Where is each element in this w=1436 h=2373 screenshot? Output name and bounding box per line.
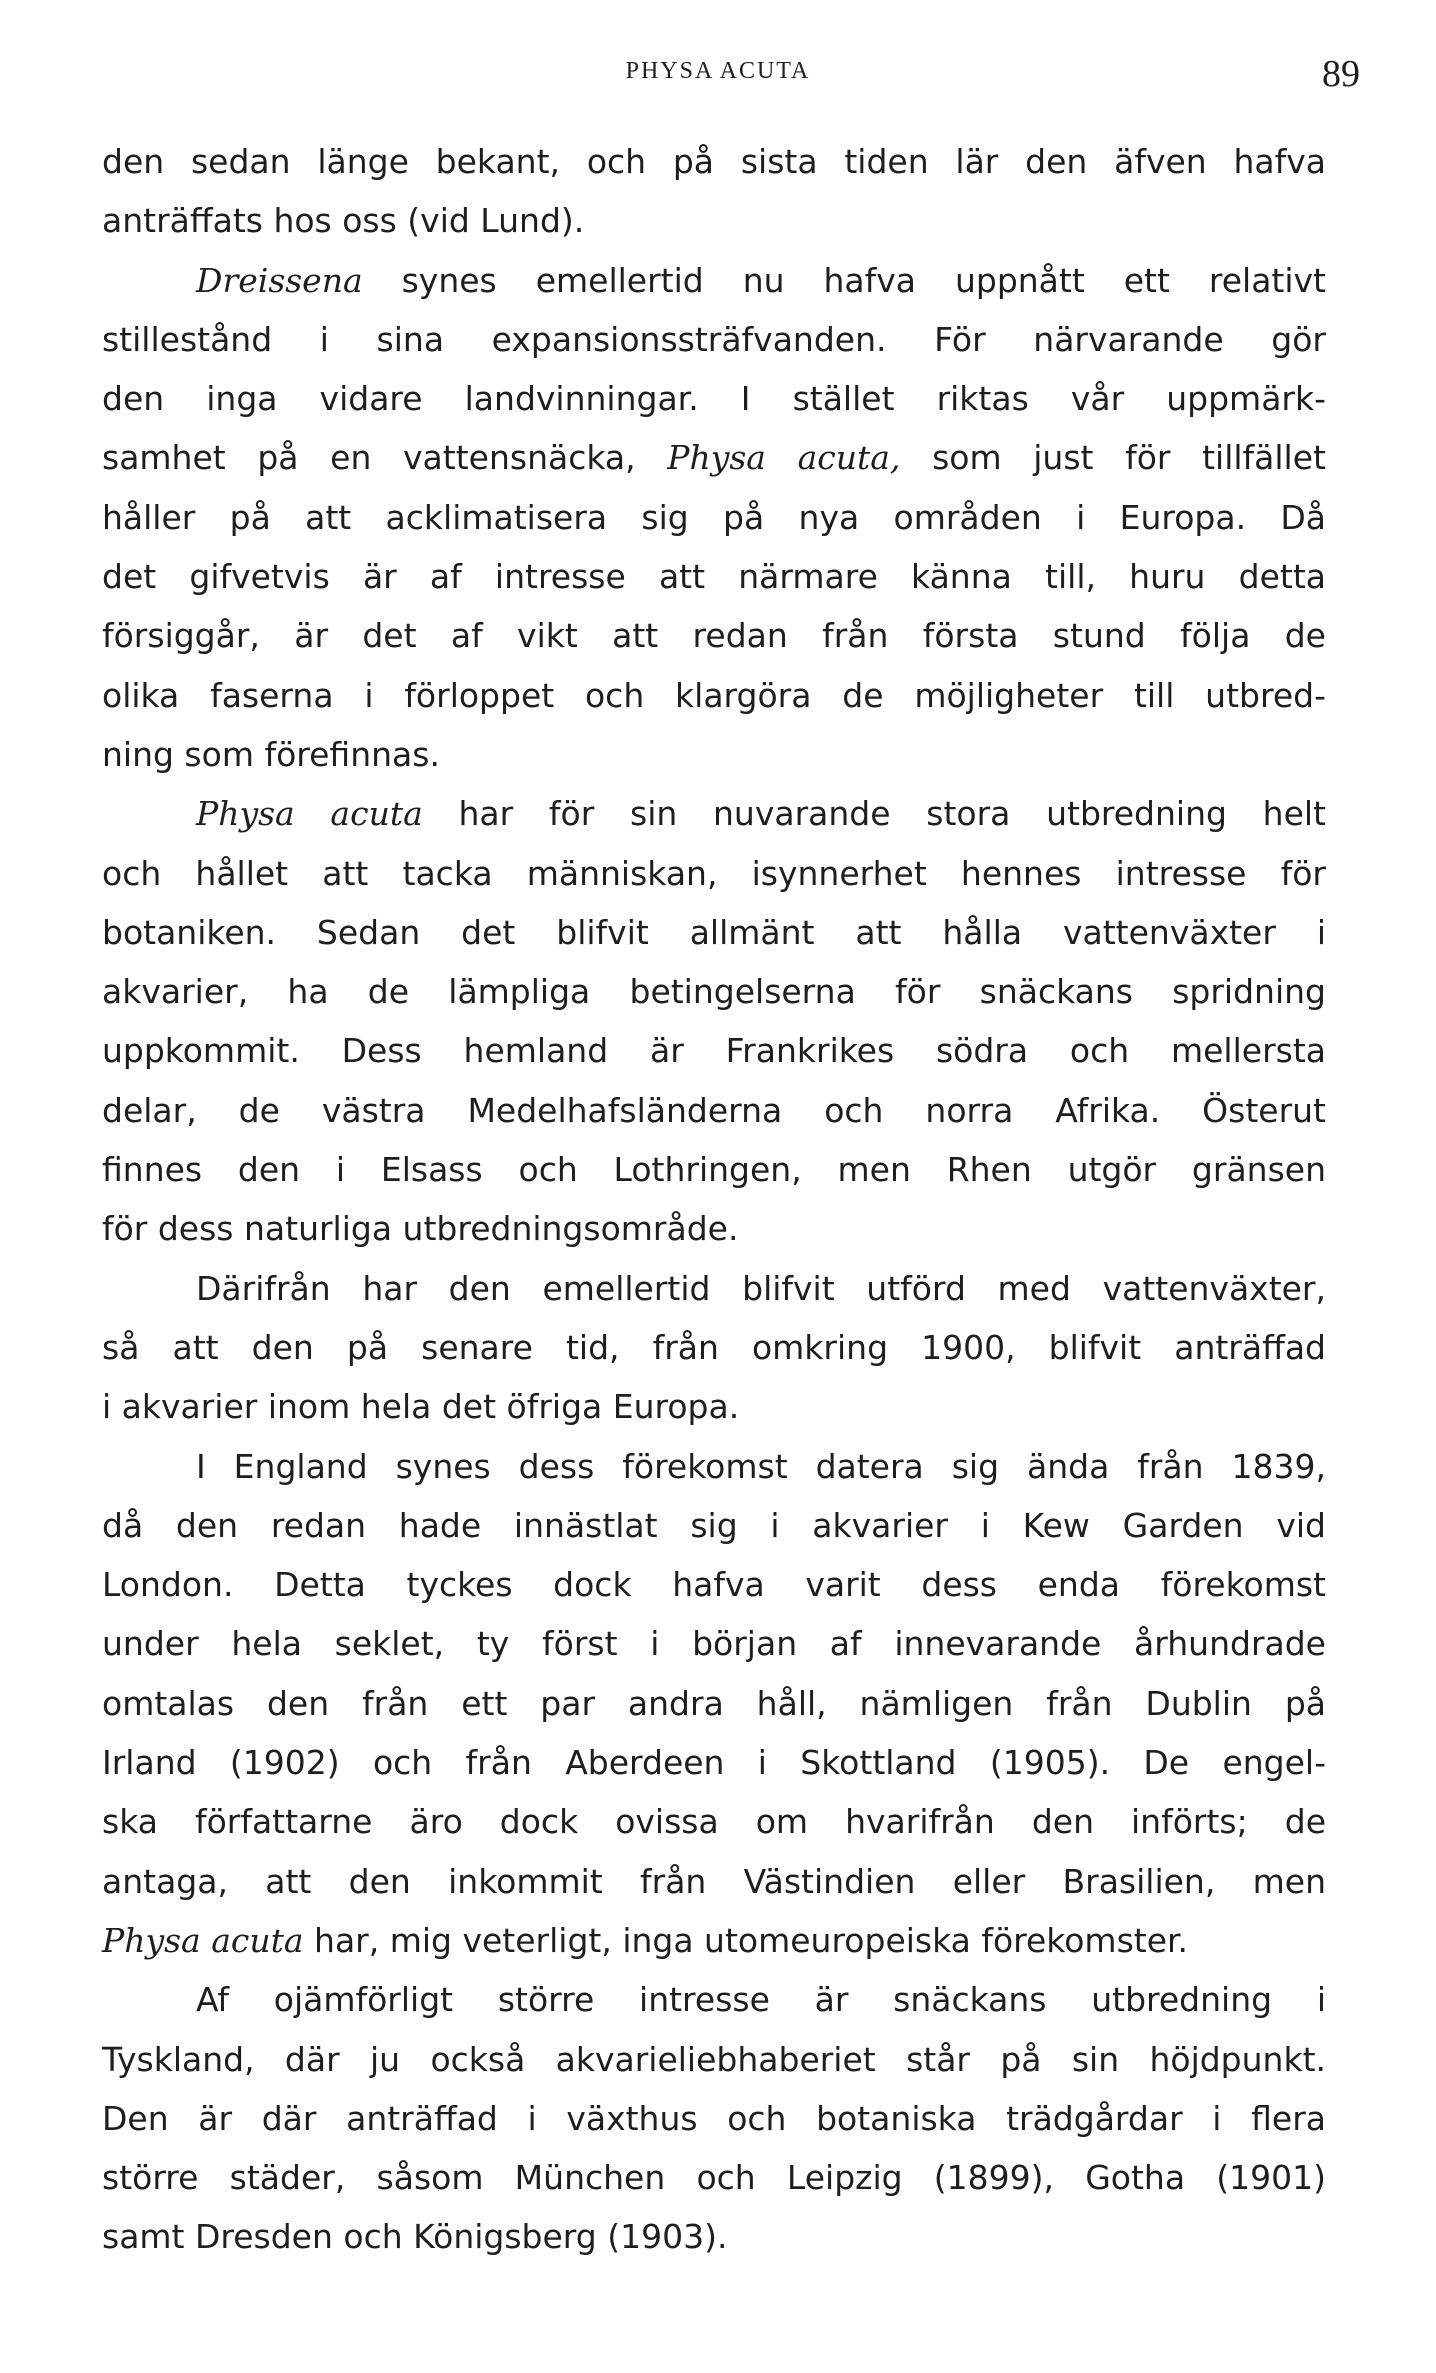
text-run: akvarier, ha de lämpliga betingelserna för snäckans spridning bbox=[102, 972, 1326, 1012]
text-run: den inga vidare landvinningar. I stället riktas vår uppmärk- bbox=[102, 379, 1326, 419]
running-head-title: PHYSA ACUTA bbox=[625, 58, 811, 84]
body-text bbox=[102, 132, 1326, 2267]
text-line bbox=[102, 1674, 1326, 1733]
text-run: större städer, såsom München och Leipzig (1899), Gotha (1901) bbox=[102, 2158, 1326, 2198]
italic-species-name: Physa acuta bbox=[196, 794, 423, 834]
text-run: håller på att acklimatisera sig på nya områden i Europa. Då bbox=[102, 497, 1326, 537]
text-line bbox=[102, 132, 1326, 191]
text-line bbox=[102, 2089, 1326, 2148]
text-run: Därifrån har den emellertid blifvit utförd med vattenväxter, bbox=[196, 1268, 1326, 1308]
text-run: försiggår, är det af vikt att redan från första stund följa de bbox=[102, 616, 1326, 656]
text-run: olika faserna i förloppet och klargöra de möjligheter till utbred- bbox=[102, 675, 1326, 715]
text-line bbox=[102, 2030, 1326, 2089]
text-line bbox=[102, 725, 1326, 784]
text-run: Irland (1902) och från Aberdeen i Skottland (1905). De engel- bbox=[102, 1743, 1326, 1783]
text-line bbox=[102, 844, 1326, 903]
text-run: i akvarier inom hela det öfriga Europa. bbox=[102, 1387, 740, 1427]
text-run: som just för tillfället bbox=[900, 438, 1326, 478]
text-run: samhet på en vattensnäcka, bbox=[102, 438, 668, 478]
text-line bbox=[102, 1792, 1326, 1851]
text-line bbox=[102, 1259, 1326, 1318]
italic-species-name: Physa acuta, bbox=[667, 438, 901, 478]
text-line bbox=[102, 547, 1326, 606]
text-run: har för sin nuvarande stora utbredning helt bbox=[422, 794, 1326, 834]
text-run: delar, de västra Medelhafsländerna och norra Afrika. Österut bbox=[102, 1090, 1326, 1130]
text-run: Den är där anträffad i växthus och botaniska trädgårdar i flera bbox=[102, 2098, 1326, 2138]
italic-species-name: Physa acuta bbox=[102, 1920, 304, 1960]
text-run: den sedan länge bekant, och på sista tiden lär den äfven hafva bbox=[102, 142, 1326, 181]
text-line bbox=[102, 903, 1326, 962]
text-line bbox=[102, 606, 1326, 665]
text-line bbox=[102, 962, 1326, 1021]
text-run: Af ojämförligt större intresse är snäckans utbredning i bbox=[196, 1980, 1326, 2020]
text-run: omtalas den från ett par andra håll, nämligen från Dublin på bbox=[102, 1683, 1326, 1723]
text-run: har, mig veterligt, inga utomeuropeiska förekomster. bbox=[303, 1920, 1189, 1960]
text-line bbox=[102, 1852, 1326, 1911]
text-run: finnes den i Elsass och Lothringen, men Rhen utgör gränsen bbox=[102, 1150, 1326, 1190]
text-run: botaniken. Sedan det blifvit allmänt att hålla vattenväxter i bbox=[102, 912, 1326, 952]
text-line bbox=[102, 2207, 1326, 2266]
text-line bbox=[102, 1199, 1326, 1258]
text-run: uppkommit. Dess hemland är Frankrikes södra och mellersta bbox=[102, 1031, 1326, 1071]
text-run: samt Dresden och Königsberg (1903). bbox=[102, 2217, 728, 2257]
text-line bbox=[102, 1911, 1326, 1970]
text-run: stillestånd i sina expansionssträfvanden. För närvarande gör bbox=[102, 319, 1326, 359]
text-line bbox=[102, 1970, 1326, 2029]
text-line bbox=[102, 1021, 1326, 1080]
text-run: det gifvetvis är af intresse att närmare känna till, huru detta bbox=[102, 557, 1326, 597]
text-run: antaga, att den inkommit från Västindien eller Brasilien, men bbox=[102, 1861, 1326, 1901]
text-line bbox=[102, 784, 1326, 843]
text-run: ning som förefinnas. bbox=[102, 734, 440, 774]
text-run: ska författarne äro dock ovissa om hvarifrån den införts; de bbox=[102, 1802, 1326, 1842]
text-run: då den redan hade innästlat sig i akvarier i Kew Garden vid bbox=[102, 1505, 1326, 1545]
text-line bbox=[102, 1377, 1326, 1436]
text-run: under hela seklet, ty först i början af innevarande århundrade bbox=[102, 1624, 1326, 1664]
text-line bbox=[102, 1318, 1326, 1377]
text-line bbox=[102, 428, 1326, 487]
text-line bbox=[102, 666, 1326, 725]
text-line bbox=[102, 488, 1326, 547]
text-run: så att den på senare tid, från omkring 1900, blifvit anträffad bbox=[102, 1327, 1326, 1367]
text-run: I England synes dess förekomst datera sig ända från 1839, bbox=[196, 1446, 1326, 1486]
text-line bbox=[102, 1081, 1326, 1140]
text-line bbox=[102, 369, 1326, 428]
text-line bbox=[102, 251, 1326, 310]
text-run: och hållet att tacka människan, isynnerhet hennes intresse för bbox=[102, 853, 1326, 893]
text-run: Tyskland, där ju också akvarieliebhaberiet står på sin höjdpunkt. bbox=[102, 2039, 1326, 2079]
text-line bbox=[102, 1614, 1326, 1673]
text-run: London. Detta tyckes dock hafva varit dess enda förekomst bbox=[102, 1565, 1326, 1605]
running-head bbox=[0, 52, 1436, 95]
text-line bbox=[102, 1437, 1326, 1496]
italic-species-name: Dreissena bbox=[196, 260, 363, 300]
text-run: anträffats hos oss (vid Lund). bbox=[102, 201, 585, 241]
page-number: 89 bbox=[1322, 53, 1360, 95]
text-line bbox=[102, 2148, 1326, 2207]
text-line bbox=[102, 191, 1326, 250]
text-line bbox=[102, 1496, 1326, 1555]
text-line bbox=[102, 1140, 1326, 1199]
text-line bbox=[102, 310, 1326, 369]
text-line bbox=[102, 1733, 1326, 1792]
text-run: synes emellertid nu hafva uppnått ett relativt bbox=[362, 260, 1326, 300]
text-run: för dess naturliga utbredningsområde. bbox=[102, 1209, 739, 1249]
text-line bbox=[102, 1555, 1326, 1614]
